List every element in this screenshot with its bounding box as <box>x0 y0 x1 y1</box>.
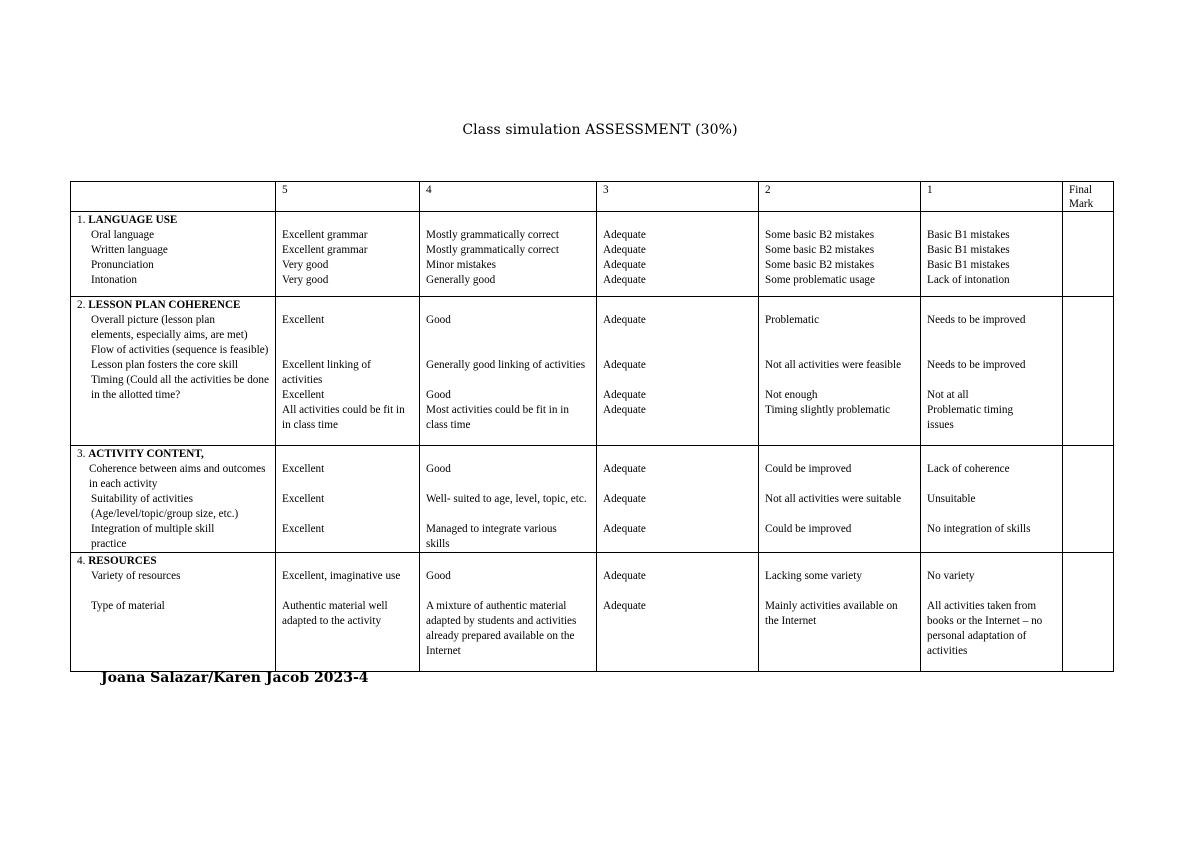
criterion: Intonation <box>91 274 137 286</box>
criteria-cell <box>71 553 276 672</box>
criterion: Written language <box>91 244 168 256</box>
author-footer: Joana Salazar/Karen Jacob 2023-4 <box>101 670 369 686</box>
final-mark-cell[interactable] <box>1063 553 1114 672</box>
final-mark-cell[interactable] <box>1063 212 1114 297</box>
score-3-cell: Adequate Adequate <box>597 553 759 672</box>
score-3-cell: Adequate Adequate Adequate Adequate <box>597 212 759 297</box>
section-heading: 2. LESSON PLAN COHERENCE <box>77 299 241 311</box>
header-score-2: 2 <box>759 182 921 212</box>
criterion: Type of material <box>91 600 165 612</box>
page-title: Class simulation ASSESSMENT (30%) <box>462 122 738 138</box>
criterion: Suitability of activities (Age/level/topic/group size, etc.) <box>91 493 239 520</box>
header-score-1: 1 <box>921 182 1063 212</box>
criterion: Coherence between aims and outcomes in each activity <box>89 463 266 490</box>
score-1-cell: Lack of coherence Unsuitable No integration of skills <box>921 446 1063 553</box>
score-4-cell: Good A mixture of authentic material adapted by students and activities already prepared available on the Internet <box>420 553 597 672</box>
score-4-cell: Mostly grammatically correct Mostly grammatically correct Minor mistakes Generally good <box>420 212 597 297</box>
score-1-cell: No variety All activities taken from books or the Internet – no personal adaptation of activities <box>921 553 1063 672</box>
score-5-cell: Excellent, imaginative use Authentic material well adapted to the activity <box>276 553 420 672</box>
criterion: Integration of multiple skill practice <box>91 523 215 550</box>
section-activity-content <box>71 446 1114 553</box>
score-3-cell: Adequate Adequate Adequate Adequate <box>597 297 759 446</box>
section-language-use <box>71 212 1114 297</box>
score-2-cell: Lacking some variety Mainly activities available on the Internet <box>759 553 921 672</box>
criteria-cell <box>71 297 276 446</box>
score-5-cell: Excellent grammar Excellent grammar Very good Very good <box>276 212 420 297</box>
header-score-4: 4 <box>420 182 597 212</box>
criterion: Lesson plan fosters the core skill <box>91 359 238 371</box>
header-score-3: 3 <box>597 182 759 212</box>
header-criteria-cell <box>71 182 276 212</box>
section-heading: 1. LANGUAGE USE <box>77 214 178 226</box>
section-lesson-plan-coherence <box>71 297 1114 446</box>
score-4-cell: Good Generally good linking of activities Good Most activities could be fit in in class time <box>420 297 597 446</box>
assessment-rubric-table <box>70 181 1114 672</box>
final-mark-cell[interactable] <box>1063 446 1114 553</box>
score-2-cell: Could be improved Not all activities were suitable Could be improved <box>759 446 921 553</box>
criterion: Oral language <box>91 229 155 241</box>
score-4-cell: Good Well- suited to age, level, topic, etc. Managed to integrate various skills <box>420 446 597 553</box>
header-score-5: 5 <box>276 182 420 212</box>
score-2-cell: Problematic Not all activities were feasible Not enough Timing slightly problematic <box>759 297 921 446</box>
criterion: Overall picture (lesson plan elements, especially aims, are met) <box>91 314 248 341</box>
section-resources <box>71 553 1114 672</box>
header-row <box>71 182 1114 212</box>
criterion: Variety of resources <box>91 570 181 582</box>
score-3-cell: Adequate Adequate Adequate <box>597 446 759 553</box>
score-5-cell: Excellent Excellent Excellent <box>276 446 420 553</box>
section-heading: 3. ACTIVITY CONTENT, <box>77 448 204 460</box>
section-heading: 4. RESOURCES <box>77 555 157 567</box>
criteria-cell <box>71 212 276 297</box>
score-5-cell: Excellent Excellent linking of activities Excellent All activities could be fit in in class time <box>276 297 420 446</box>
criterion: Flow of activities (sequence is feasible) <box>91 344 269 356</box>
score-2-cell: Some basic B2 mistakes Some basic B2 mistakes Some basic B2 mistakes Some problematic usage <box>759 212 921 297</box>
score-1-cell: Basic B1 mistakes Basic B1 mistakes Basic B1 mistakes Lack of intonation <box>921 212 1063 297</box>
criterion: Timing (Could all the activities be done in the allotted time? <box>91 374 269 401</box>
final-mark-cell[interactable] <box>1063 297 1114 446</box>
header-final-mark: Final Mark <box>1063 182 1114 212</box>
score-1-cell: Needs to be improved Needs to be improved Not at all Problematic timing issues <box>921 297 1063 446</box>
criteria-cell <box>71 446 276 553</box>
criterion: Pronunciation <box>91 259 154 271</box>
